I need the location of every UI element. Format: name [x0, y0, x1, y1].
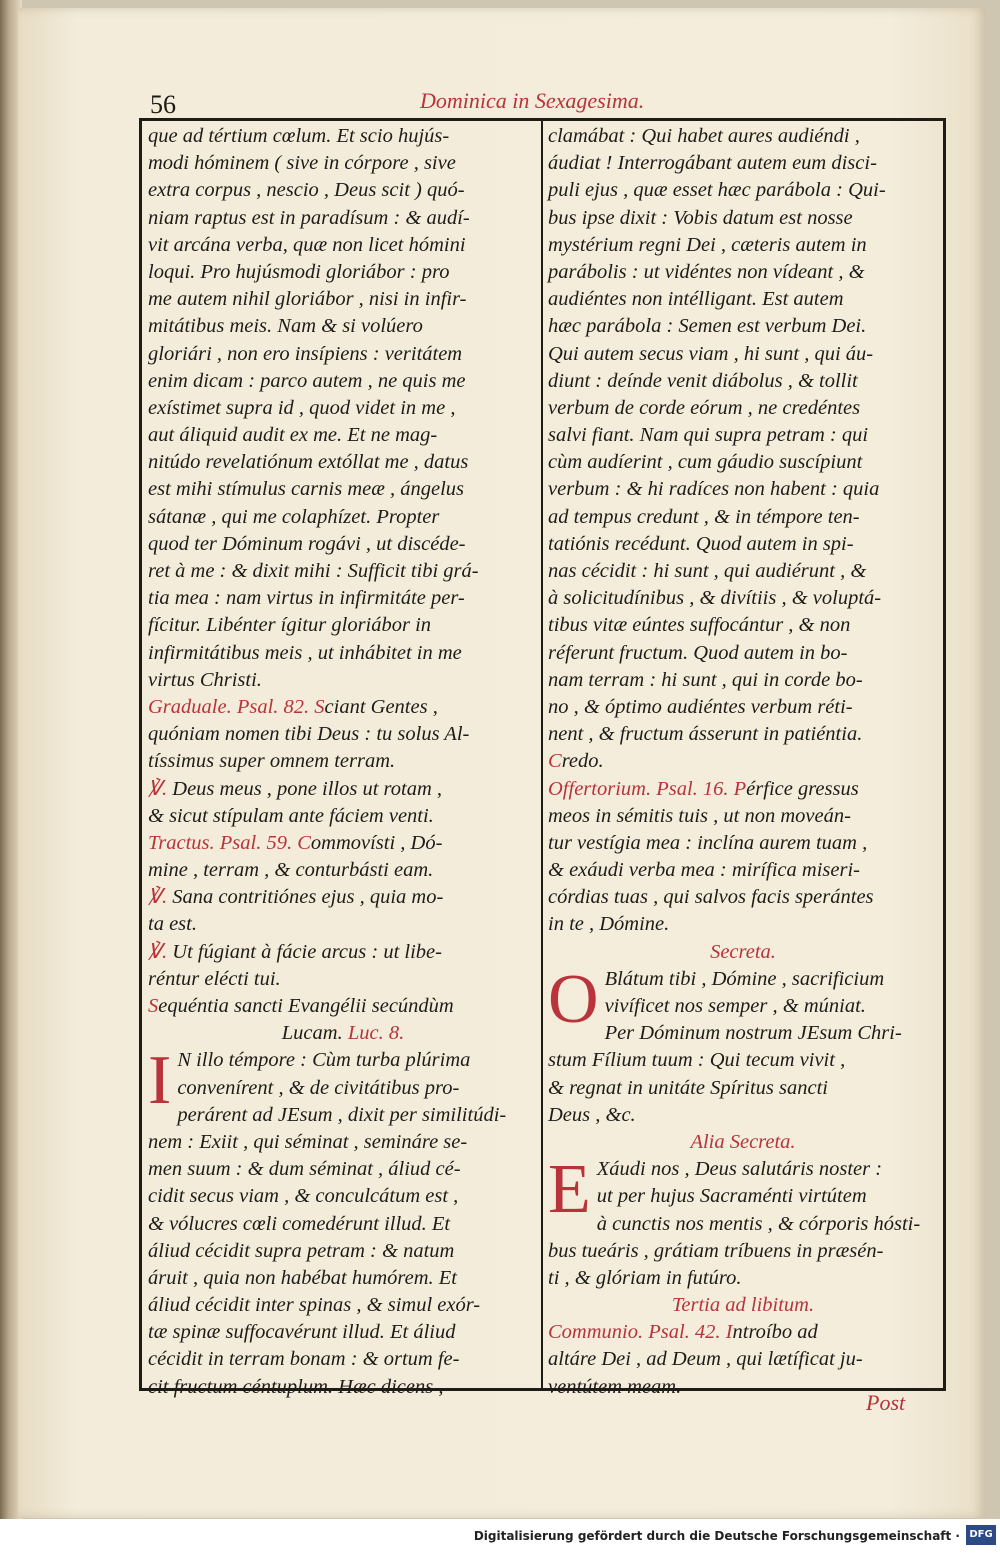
left-column-line: [148, 1075, 538, 1102]
left-column-line: perárent ad JEsum , dixit per similitúdi-: [177, 1103, 507, 1126]
left-column-line: cidit secus viam , & conculcátum est ,: [148, 1185, 459, 1208]
right-column-line: no , & óptimo audiéntes verbum réti-: [548, 695, 853, 718]
text-run: érfice gressus: [746, 777, 859, 800]
right-column-line: hæc parábola : Semen est verbum Dei.: [548, 315, 867, 338]
right-column-line: ventútem meam.: [548, 1375, 682, 1398]
text-run: vivíficet nos semper , & múniat.: [604, 995, 866, 1017]
right-column-line: [548, 1183, 938, 1210]
text-run: convenírent , & de civitátibus pro-: [177, 1076, 460, 1099]
right-column-line: nent , & fructum ásserunt in patiéntia.: [548, 723, 863, 746]
drop-cap: I: [148, 1042, 172, 1120]
left-column-line: nitúdo revelatiónum extóllat me , datus: [148, 451, 469, 474]
left-column-line: enim dicam : parco autem , ne quis me: [148, 369, 466, 392]
text-run: Lucam.: [281, 1022, 348, 1045]
right-column-line: [548, 1319, 938, 1346]
right-column-line: Qui autem secus viam , hi sunt , qui áu-: [548, 342, 874, 365]
left-column-line: réntur elécti tui.: [148, 967, 281, 990]
right-column-line: mystérium regni Dei , cæteris autem in: [548, 233, 867, 256]
right-column-line: audiéntes non intélligant. Est autem: [548, 288, 844, 311]
right-column-line: cùm audíerint , cum gáudio suscípiunt: [548, 451, 863, 474]
right-column-line: à solicitudínibus , & divítiis , & voluptá-: [548, 587, 882, 610]
rubric-label: Tractus. Psal. 59. C: [148, 831, 311, 854]
right-column-line: tatiónis recédunt. Quod autem in spi-: [548, 532, 854, 555]
text-frame: [139, 118, 946, 1398]
left-column-line: áliud cécidit supra petram : & natum: [148, 1239, 455, 1262]
running-head: Dominica in Sexagesima.: [420, 88, 645, 113]
rubric-reference: Luc. 8.: [347, 1022, 405, 1045]
left-column-line: niam raptus est in paradísum : & audí-: [148, 206, 470, 229]
left-column-line: tæ spinæ suffocavérunt illud. Et áliud: [148, 1321, 456, 1344]
rubric-label: ℣.: [148, 886, 168, 909]
drop-cap: E: [548, 1151, 591, 1229]
left-column-line: me autem nihil gloriábor , nisi in infir-: [148, 288, 467, 311]
left-column-line: mine , terram , & conturbásti eam.: [148, 859, 434, 882]
left-column-line: extra corpus , nescio , Deus scit ) quó-: [148, 179, 465, 202]
text-run: equéntia sancti Evangélii secúndùm: [158, 995, 454, 1017]
left-column-line: aut áliquid audit ex me. Et ne mag-: [148, 424, 438, 447]
left-column-line: [148, 939, 538, 966]
right-column-line: nas cécidit : hi sunt , qui audiérunt , &: [548, 560, 867, 582]
left-column-line: & sicut stípulam ante fáciem venti.: [148, 804, 434, 827]
text-run: Ut fúgiant à fácie arcus : ut libe-: [167, 940, 442, 963]
right-column-line: in te , Dómine.: [548, 913, 670, 936]
right-column-line: ad tempus credunt , & in témpore ten-: [548, 505, 860, 528]
rubric-label: ℣.: [148, 940, 168, 963]
left-column-line: men suum : & dum séminat , áliud cé-: [148, 1158, 461, 1181]
right-column-line: Deus , &c.: [548, 1103, 636, 1126]
right-column-line: bus tueáris , grátiam tríbuens in præsén-: [548, 1239, 884, 1262]
right-column-line: stum Fílium tuum : Qui tecum vivit ,: [548, 1049, 846, 1072]
right-column-line: nam terram : hi sunt , qui in corde bo-: [548, 668, 863, 691]
text-run: ntroíbo ad: [732, 1321, 818, 1344]
left-column-line: exístimet supra id , quod videt in me ,: [148, 396, 456, 419]
left-column-line: loqui. Pro hujúsmodi gloriábor : pro: [148, 260, 450, 283]
right-column-line: réferunt fructum. Quod autem in bo-: [548, 641, 848, 664]
left-column-line: gloriári , non ero insípiens : veritátem: [148, 342, 463, 365]
right-column-line: puli ejus , quæ esset hæc parábola : Qui-: [548, 179, 886, 202]
right-column-line: bus ipse dixit : Vobis datum est nosse: [548, 206, 853, 229]
left-column-line: virtus Christi.: [148, 668, 262, 691]
text-run: ommovísti , Dó-: [310, 831, 443, 854]
text-run: ut per hujus Sacraménti virtútem: [596, 1185, 867, 1208]
text-run: Xáudi nos , Deus salutáris noster :: [596, 1158, 883, 1181]
right-column-line: córdias tuas , qui salvos facis sperántes: [548, 886, 874, 909]
column-divider: [541, 121, 543, 1388]
left-column-line: tíssimus super omnem terram.: [148, 750, 396, 773]
rubric-heading: Alia Secreta.: [690, 1130, 796, 1153]
text-run: N illo témpore : Cùm turba plúrima: [177, 1049, 471, 1072]
left-column-line: quóniam nomen tibi Deus : tu solus Al-: [148, 723, 470, 746]
left-column-line: [148, 884, 538, 911]
right-column-line: Per Dóminum nostrum JEsum Chri-: [604, 1022, 902, 1045]
left-column-line: [148, 1020, 538, 1047]
left-column-line: sátanæ , qui me colaphízet. Propter: [148, 505, 440, 528]
text-run: redo.: [561, 750, 604, 773]
right-column-line: & regnat in unitáte Spíritus sancti: [548, 1076, 828, 1099]
rubric-heading: Secreta.: [710, 940, 776, 963]
rubric-label: C: [548, 750, 562, 773]
catchword: Post: [866, 1390, 906, 1415]
left-column-line: mitátibus meis. Nam & si volúero: [148, 315, 423, 338]
credit-bar: [0, 1519, 1000, 1557]
right-column-line: clamábat : Qui habet aures audiéndi ,: [548, 125, 860, 147]
left-column-line: quod ter Dóminum rogávi , ut discéde-: [148, 532, 466, 555]
right-column-line: [548, 993, 938, 1020]
page-number: 56: [150, 90, 176, 119]
credit-text: Digitalisierung gefördert durch die Deutsche Forschungsgemeinschaft ·: [473, 1529, 960, 1543]
rubric-heading: Tertia ad libitum.: [671, 1294, 815, 1317]
rubric-label: Offertorium. Psal. 16. P: [548, 777, 747, 800]
left-column-line: [148, 993, 538, 1020]
right-column-line: [548, 776, 938, 803]
right-column-line: áudiat ! Interrogábant autem eum disci-: [548, 152, 877, 175]
left-column-line: tia mea : nam virtus in infirmitáte per-: [148, 587, 465, 610]
right-column-line: [548, 748, 938, 775]
rubric-label: Graduale. Psal. 82. S: [148, 695, 325, 718]
rubric-label: S: [148, 995, 159, 1017]
left-column-line: infirmitátibus meis , ut inhábitet in me: [148, 641, 462, 664]
text-run: Sana contritiónes ejus , quia mo-: [167, 886, 444, 909]
left-column-line: nem : Exiit , qui séminat , semináre se-: [148, 1130, 468, 1153]
right-column-line: meos in sémitis tuis , ut non moveán-: [548, 804, 851, 827]
rubric-label: ℣.: [148, 777, 168, 800]
text-run: Blátum tibi , Dómine , sacrificium: [604, 967, 885, 990]
right-column: [548, 123, 938, 1398]
left-column-line: áruit , quia non habébat humórem. Et: [148, 1266, 458, 1289]
left-column-line: que ad tértium cœlum. Et scio hujús-: [148, 125, 450, 147]
left-column-line: [148, 776, 538, 803]
right-column-line: tur vestígia mea : inclína aurem tuam ,: [548, 831, 868, 854]
left-column-line: áliud cécidit inter spinas , & simul exór-: [148, 1294, 481, 1317]
left-column-line: & vólucres cœli comedérunt illud. Et: [148, 1212, 451, 1235]
text-run: Deus meus , pone illos ut rotam ,: [167, 777, 442, 800]
right-column-line: ti , & glóriam in futúro.: [548, 1266, 742, 1289]
right-column-line: à cunctis nos mentis , & córporis hósti-: [596, 1212, 921, 1235]
left-column-line: cécidit in terram bonam : & ortum fe-: [148, 1348, 460, 1371]
rubric-label: Communio. Psal. 42. I: [548, 1321, 733, 1344]
left-column-line: [148, 830, 538, 857]
dfg-logo: DFG: [966, 1525, 996, 1545]
text-run: ciant Gentes ,: [324, 695, 438, 718]
right-column-line: verbum : & hi radíces non habent : quia: [548, 478, 880, 501]
left-column-line: fícitur. Libénter ígitur gloriábor in: [148, 614, 432, 637]
right-column-line: altáre Dei , ad Deum , qui lætíficat ju-: [548, 1348, 863, 1371]
right-column-line: verbum de corde eórum , ne credéntes: [548, 396, 861, 419]
left-column-line: est mihi stímulus carnis meæ , ángelus: [148, 478, 465, 501]
left-column-line: ret à me : & dixit mihi : Sufficit tibi grá-: [148, 560, 479, 582]
left-column-line: modi hóminem ( sive in córpore , sive: [148, 152, 456, 175]
left-column-line: [148, 694, 538, 721]
drop-cap: O: [548, 960, 599, 1038]
left-column-line: cit fructum céntuplum. Hæc dicens ,: [148, 1375, 444, 1398]
right-column-line: parábolis : ut vidéntes non vídeant , &: [548, 260, 865, 283]
left-column: [148, 123, 538, 1398]
right-column-line: & exáudi verba mea : mirífica miseri-: [548, 859, 860, 882]
right-column-line: tibus vitæ eúntes suffocántur , & non: [548, 614, 851, 637]
right-column-line: salvi fiant. Nam qui supra petram : qui: [548, 424, 869, 447]
right-column-line: diunt : deínde venit diábolus , & tollit: [548, 369, 858, 392]
left-column-line: vit arcána verba, quæ non licet hómini: [148, 233, 466, 256]
left-column-line: ta est.: [148, 913, 197, 936]
